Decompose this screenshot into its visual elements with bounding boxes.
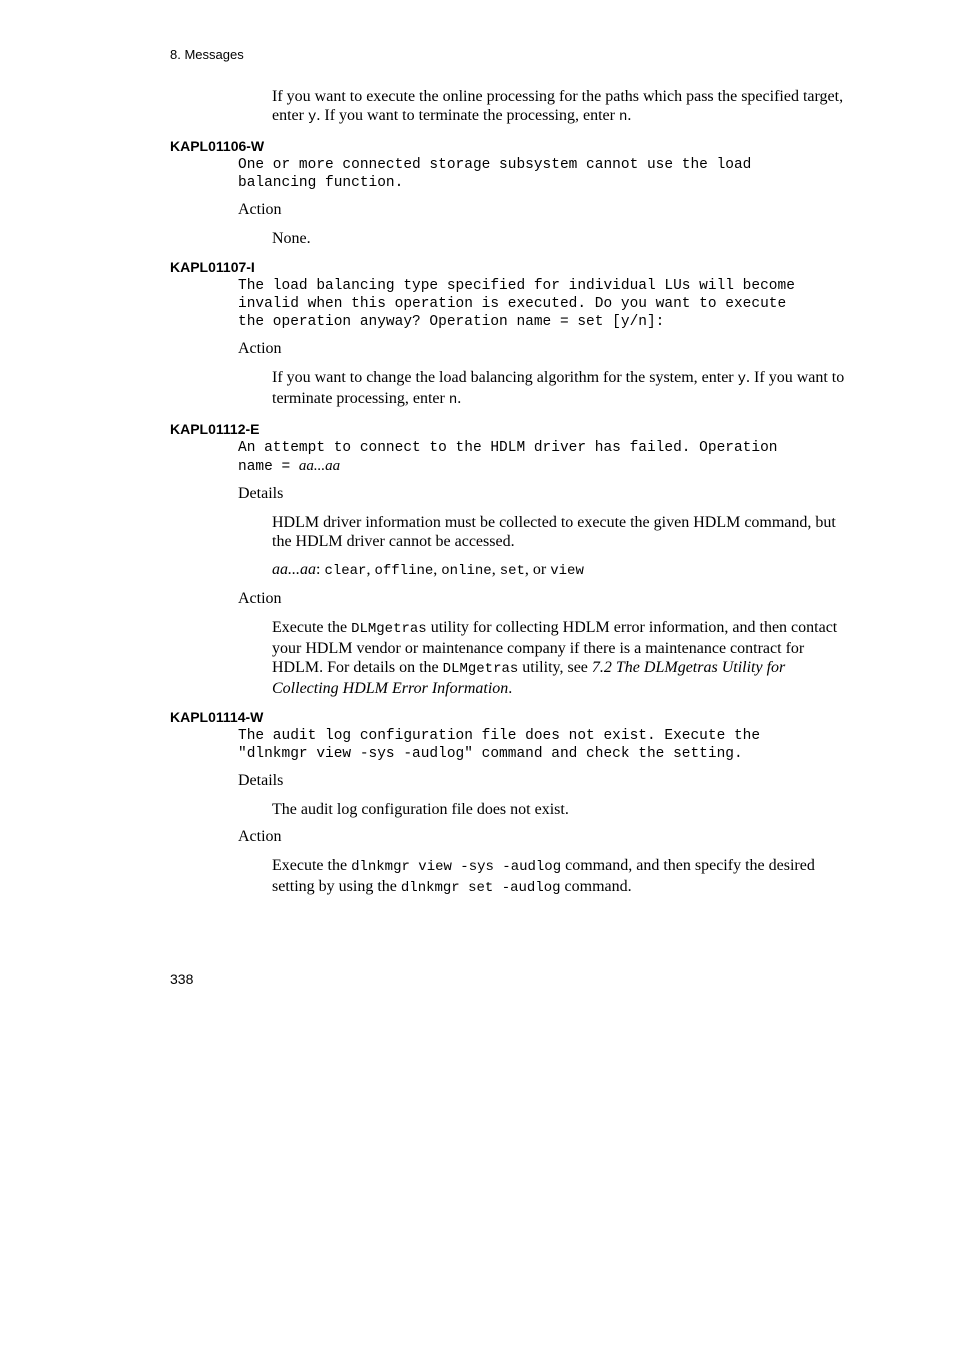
details-label: Details — [238, 772, 284, 789]
message-text-kapl01107: The load balancing type specified for individual LUs will become invalid when this operation is executed. Do you want to execute the operation anyway? Operation name = set [y/n]: — [238, 278, 795, 330]
variable-values: aa...aa: clear, offline, online, set, or view — [272, 561, 584, 579]
action-text: Execute the DLMgetras utility for collecting HDLM error information, and then contact your HDLM vendor or maintenance company if there is a maintenance contract for HDLM. For details on the DLMgetras utility, see 7.2 The DLMgetras Utility for Collecting HDLM Error Information. — [272, 619, 838, 697]
details-text: HDLM driver information must be collected to execute the given HDLM command, but the HDLM driver cannot be accessed. — [272, 514, 836, 550]
message-id-kapl01106: KAPL01106-W — [170, 138, 265, 154]
message-id-kapl01107: KAPL01107-I — [170, 259, 255, 275]
action-text: None. — [272, 230, 311, 247]
action-label: Action — [238, 201, 282, 218]
action-label: Action — [238, 590, 282, 607]
details-label: Details — [238, 485, 284, 502]
running-header: 8. Messages — [170, 47, 244, 62]
action-text: Execute the dlnkmgr view -sys -audlog command, and then specify the desired setting by using the dlnkmgr set -audlog command. — [272, 857, 815, 896]
message-id-kapl01114: KAPL01114-W — [170, 709, 264, 725]
message-text-kapl01114: The audit log configuration file does not exist. Execute the "dlnkmgr view -sys -audlog" command and check the setting. — [238, 728, 761, 762]
message-text-kapl01112: An attempt to connect to the HDLM driver has failed. Operation name = aa...aa — [238, 440, 778, 475]
message-id-kapl01112: KAPL01112-E — [170, 421, 260, 437]
action-label: Action — [238, 340, 282, 357]
page-content — [170, 87, 850, 898]
cross-reference-link[interactable]: 7.2 The DLMgetras Utility for Collecting HDLM Error Information — [272, 659, 786, 697]
page-number: 338 — [170, 971, 194, 987]
message-text-kapl01106: One or more connected storage subsystem cannot use the load balancing function. — [238, 157, 752, 191]
intro-paragraph: If you want to execute the online processing for the paths which pass the specified target, enter y. If you want to terminate the processing, enter n. — [272, 88, 844, 125]
details-text: The audit log configuration file does not exist. — [272, 801, 569, 818]
action-text: If you want to change the load balancing algorithm for the system, enter y. If you want to terminate processing, enter n. — [272, 369, 845, 408]
action-label: Action — [238, 828, 282, 845]
